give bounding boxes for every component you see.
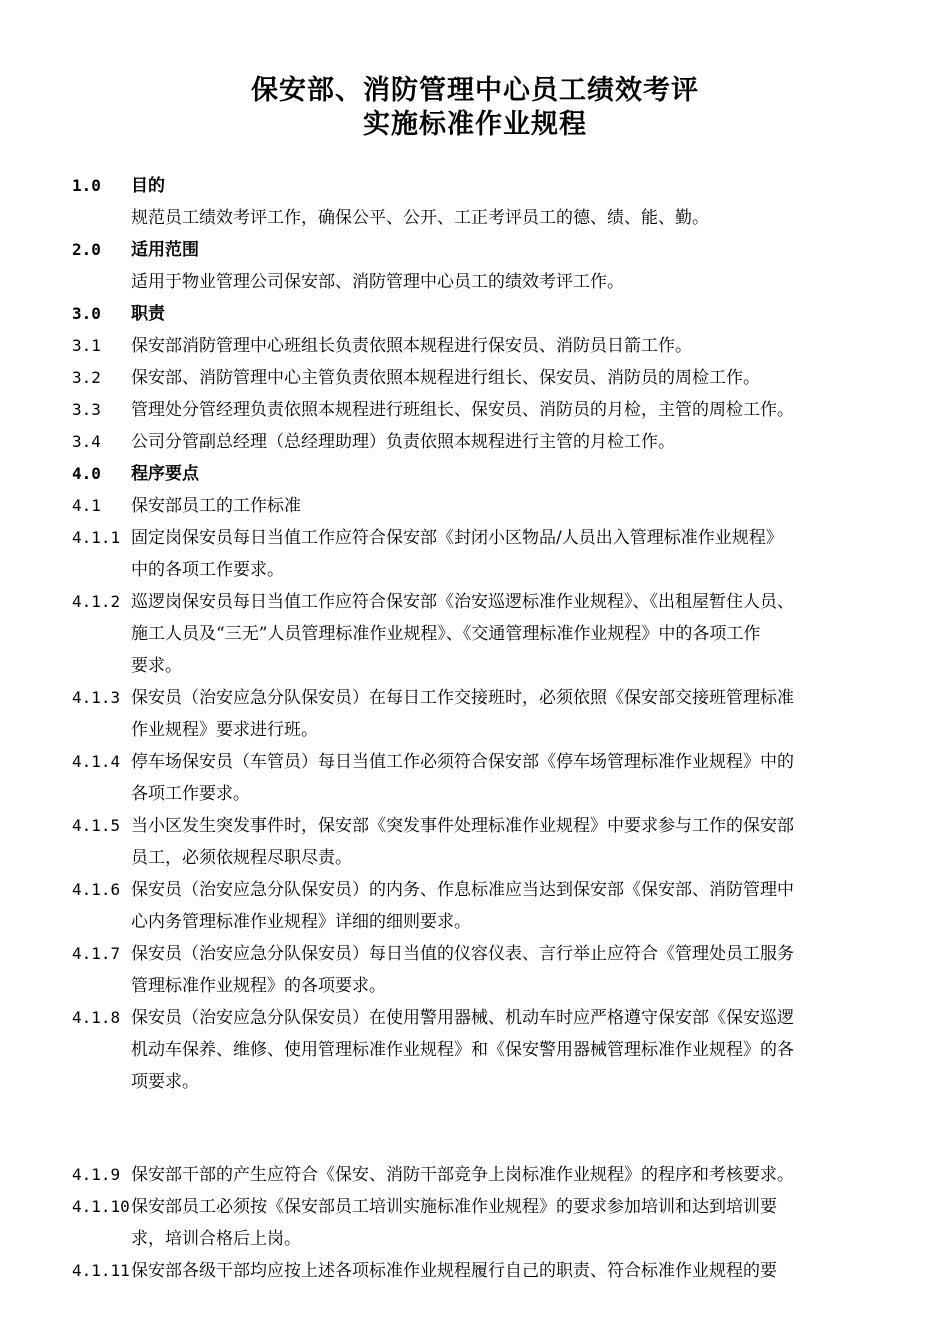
item-text: 保安部、消防管理中心主管负责依照本规程进行组长、保安员、消防员的周检工作。 [131,368,760,388]
section-number: 2.0 [72,240,101,259]
section-title: 职责 [131,304,165,324]
document-title-line2: 实施标准作业规程 [363,109,587,140]
item-text: 保安员（治安应急分队保安员）在每日工作交接班时，必须依照《保安部交接班管理标准 [131,688,794,708]
paragraph: 规范员工绩效考评工作，确保公平、公开、工正考评员工的德、绩、能、勤。 [131,208,709,228]
item-number: 4.1.4 [72,752,121,771]
item-text: 保安部员工的工作标准 [131,496,301,516]
item-continuation: 心内务管理标准作业规程》详细的细则要求。 [131,912,471,932]
item-number: 4.1.9 [72,1165,121,1184]
item-text: 保安员（治安应急分队保安员）每日当值的仪容仪表、言行举止应符合《管理处员工服务 [131,944,794,964]
item-number: 3.2 [72,368,101,387]
item-continuation: 施工人员及“三无”人员管理标准作业规程》、《交通管理标准作业规程》中的各项工作 [131,624,761,644]
item-continuation: 要求。 [131,656,182,676]
document-title-line1: 保安部、消防管理中心员工绩效考评 [251,75,699,106]
item-text: 保安部消防管理中心班组长负责依照本规程进行保安员、消防员日箭工作。 [131,336,692,356]
item-number: 4.1.3 [72,688,121,707]
item-number: 4.1.2 [72,592,121,611]
item-continuation: 员工，必须依规程尽职尽责。 [131,848,352,868]
item-text: 当小区发生突发事件时，保安部《突发事件处理标准作业规程》中要求参与工作的保安部 [131,816,794,836]
item-text: 管理处分管经理负责依照本规程进行班组长、保安员、消防员的月检，主管的周检工作。 [131,400,794,420]
item-text: 保安部干部的产生应符合《保安、消防干部竞争上岗标准作业规程》的程序和考核要求。 [131,1165,794,1185]
item-number: 3.1 [72,336,101,355]
item-text: 停车场保安员（车管员）每日当值工作必须符合保安部《停车场管理标准作业规程》中的 [131,752,794,772]
paragraph: 适用于物业管理公司保安部、消防管理中心员工的绩效考评工作。 [131,272,624,292]
item-number: 3.4 [72,432,101,451]
item-number: 4.1.8 [72,1008,121,1027]
item-text: 保安员（治安应急分队保安员）的内务、作息标准应当达到保安部《保安部、消防管理中 [131,880,794,900]
item-number: 4.1.5 [72,816,121,835]
item-text: 保安部员工必须按《保安部员工培训实施标准作业规程》的要求参加培训和达到培训要 [131,1197,777,1217]
item-continuation: 各项工作要求。 [131,784,250,804]
item-number: 3.3 [72,400,101,419]
section-number: 1.0 [72,176,101,195]
section-number: 3.0 [72,304,101,323]
item-continuation: 中的各项工作要求。 [131,560,284,580]
section-title: 目的 [131,176,165,196]
item-number: 4.1 [72,496,101,515]
item-continuation: 项要求。 [131,1072,199,1092]
item-number: 4.1.6 [72,880,121,899]
item-text: 保安员（治安应急分队保安员）在使用警用器械、机动车时应严格遵守保安部《保安巡逻 [131,1008,794,1028]
item-text: 固定岗保安员每日当值工作应符合保安部《封闭小区物品/人员出入管理标准作业规程》 [131,528,783,548]
item-text: 公司分管副总经理（总经理助理）负责依照本规程进行主管的月检工作。 [131,432,675,452]
section-number: 4.0 [72,464,101,483]
item-number: 4.1.1 [72,528,121,547]
item-number: 4.1.11 [72,1261,130,1280]
item-number: 4.1.7 [72,944,121,963]
item-continuation: 作业规程》要求进行班。 [131,720,318,740]
item-continuation: 求，培训合格后上岗。 [131,1229,301,1249]
item-continuation: 管理标准作业规程》的各项要求。 [131,976,386,996]
item-text: 巡逻岗保安员每日当值工作应符合保安部《治安巡逻标准作业规程》、《出租屋暂住人员、 [131,592,794,612]
item-continuation: 机动车保养、维修、使用管理标准作业规程》和《保安警用器械管理标准作业规程》的各 [131,1040,794,1060]
item-number: 4.1.10 [72,1197,130,1216]
section-title: 适用范围 [131,240,199,260]
item-text: 保安部各级干部均应按上述各项标准作业规程履行自己的职责、符合标准作业规程的要 [131,1261,777,1281]
section-title: 程序要点 [131,464,199,484]
